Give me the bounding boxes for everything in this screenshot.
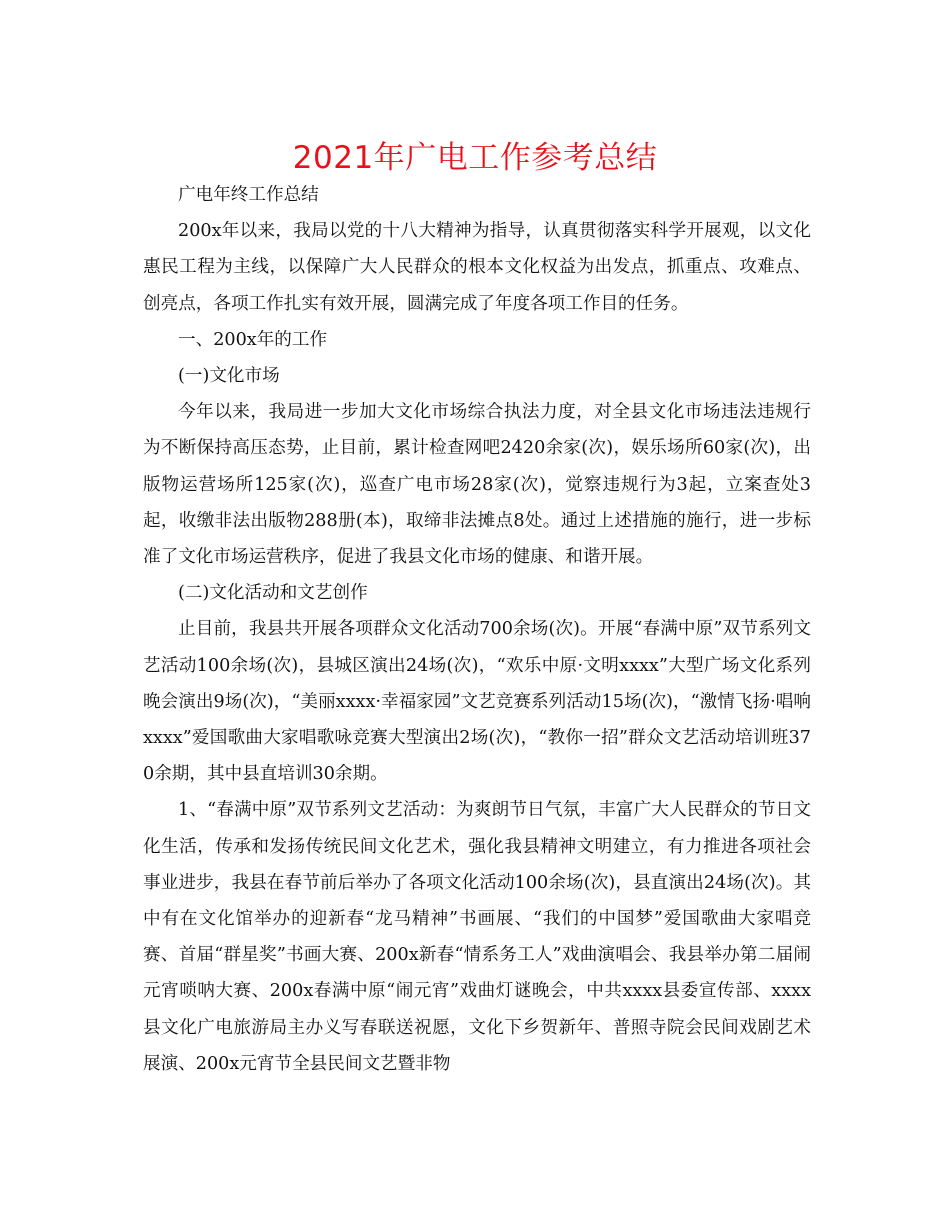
document-body (143, 177, 811, 1082)
section-heading-1: 一、200x年的工作 (178, 329, 328, 350)
paragraph-culture-market: 今年以来，我局进一步加大文化市场综合执法力度，对全县文化市场违法违规行为不断保持高压态势，止目前，累计检查网吧2420余家(次)，娱乐场所60家(次)，出版物运营场所125家(次)，巡查广电市场28家(次)，觉察违规行为3起，立案查处3起，收缴非法出版物288册(本)，取缔非法摊点8处。通过上述措施的施行，进一步标准了文化市场运营秩序，促进了我县文化市场的健康、和谐开展。 (143, 402, 811, 568)
paragraph-culture-activities: 止目前，我县共开展各项群众文化活动700余场(次)。开展“春满中原”双节系列文艺活动100余场(次)，县城区演出24场(次)，“欢乐中原·文明xxxx”大型广场文化系列晚会演出9场(次)，“美丽xxxx·幸福家园”文艺竞赛系列活动15场(次)，“激情飞扬·唱响xxxx”爱国歌曲大家唱歌咏竞赛大型演出2场(次)，“教你一招”群众文艺活动培训班370余期，其中县直培训30余期。 (143, 619, 811, 785)
document-title: 2021年广电工作参考总结 (292, 140, 658, 176)
subsection-heading-culture-activities: (二)文化活动和文艺创作 (178, 583, 368, 604)
paragraph-spring-festival: 1、“春满中原”双节系列文艺活动：为爽朗节日气氛，丰富广大人民群众的节日文化生活，传承和发扬传统民间文化艺术，强化我县精神文明建立，有力推进各项社会事业进步，我县在春节前后举办了各项文化活动100余场(次)，县直演出24场(次)。其中有在文化馆举办的迎新春“龙马精神”书画展、“我们的中国梦”爱国歌曲大家唱竞赛、首届“群星奖”书画大赛、200x新春“情系务工人”戏曲演唱会、我县举办第二届闹元宵唢呐大赛、200x春满中原“闹元宵”戏曲灯谜晚会，中共xxxx县委宣传部、xxxx县文化广电旅游局主办义写春联送祝愿，文化下乡贺新年、普照寺院会民间戏剧艺术展演、200x元宵节全县民间文艺暨非物 (143, 800, 811, 1074)
document-subtitle: 广电年终工作总结 (178, 185, 319, 205)
paragraph-intro: 200x年以来，我局以党的十八大精神为指导，认真贯彻落实科学开展观，以文化惠民工程为主线，以保障广大人民群众的根本文化权益为出发点，抓重点、攻难点、创亮点，各项工作扎实有效开展，圆满完成了年度各项工作目的任务。 (143, 221, 811, 314)
subsection-heading-culture-market: (一)文化市场 (178, 366, 280, 387)
